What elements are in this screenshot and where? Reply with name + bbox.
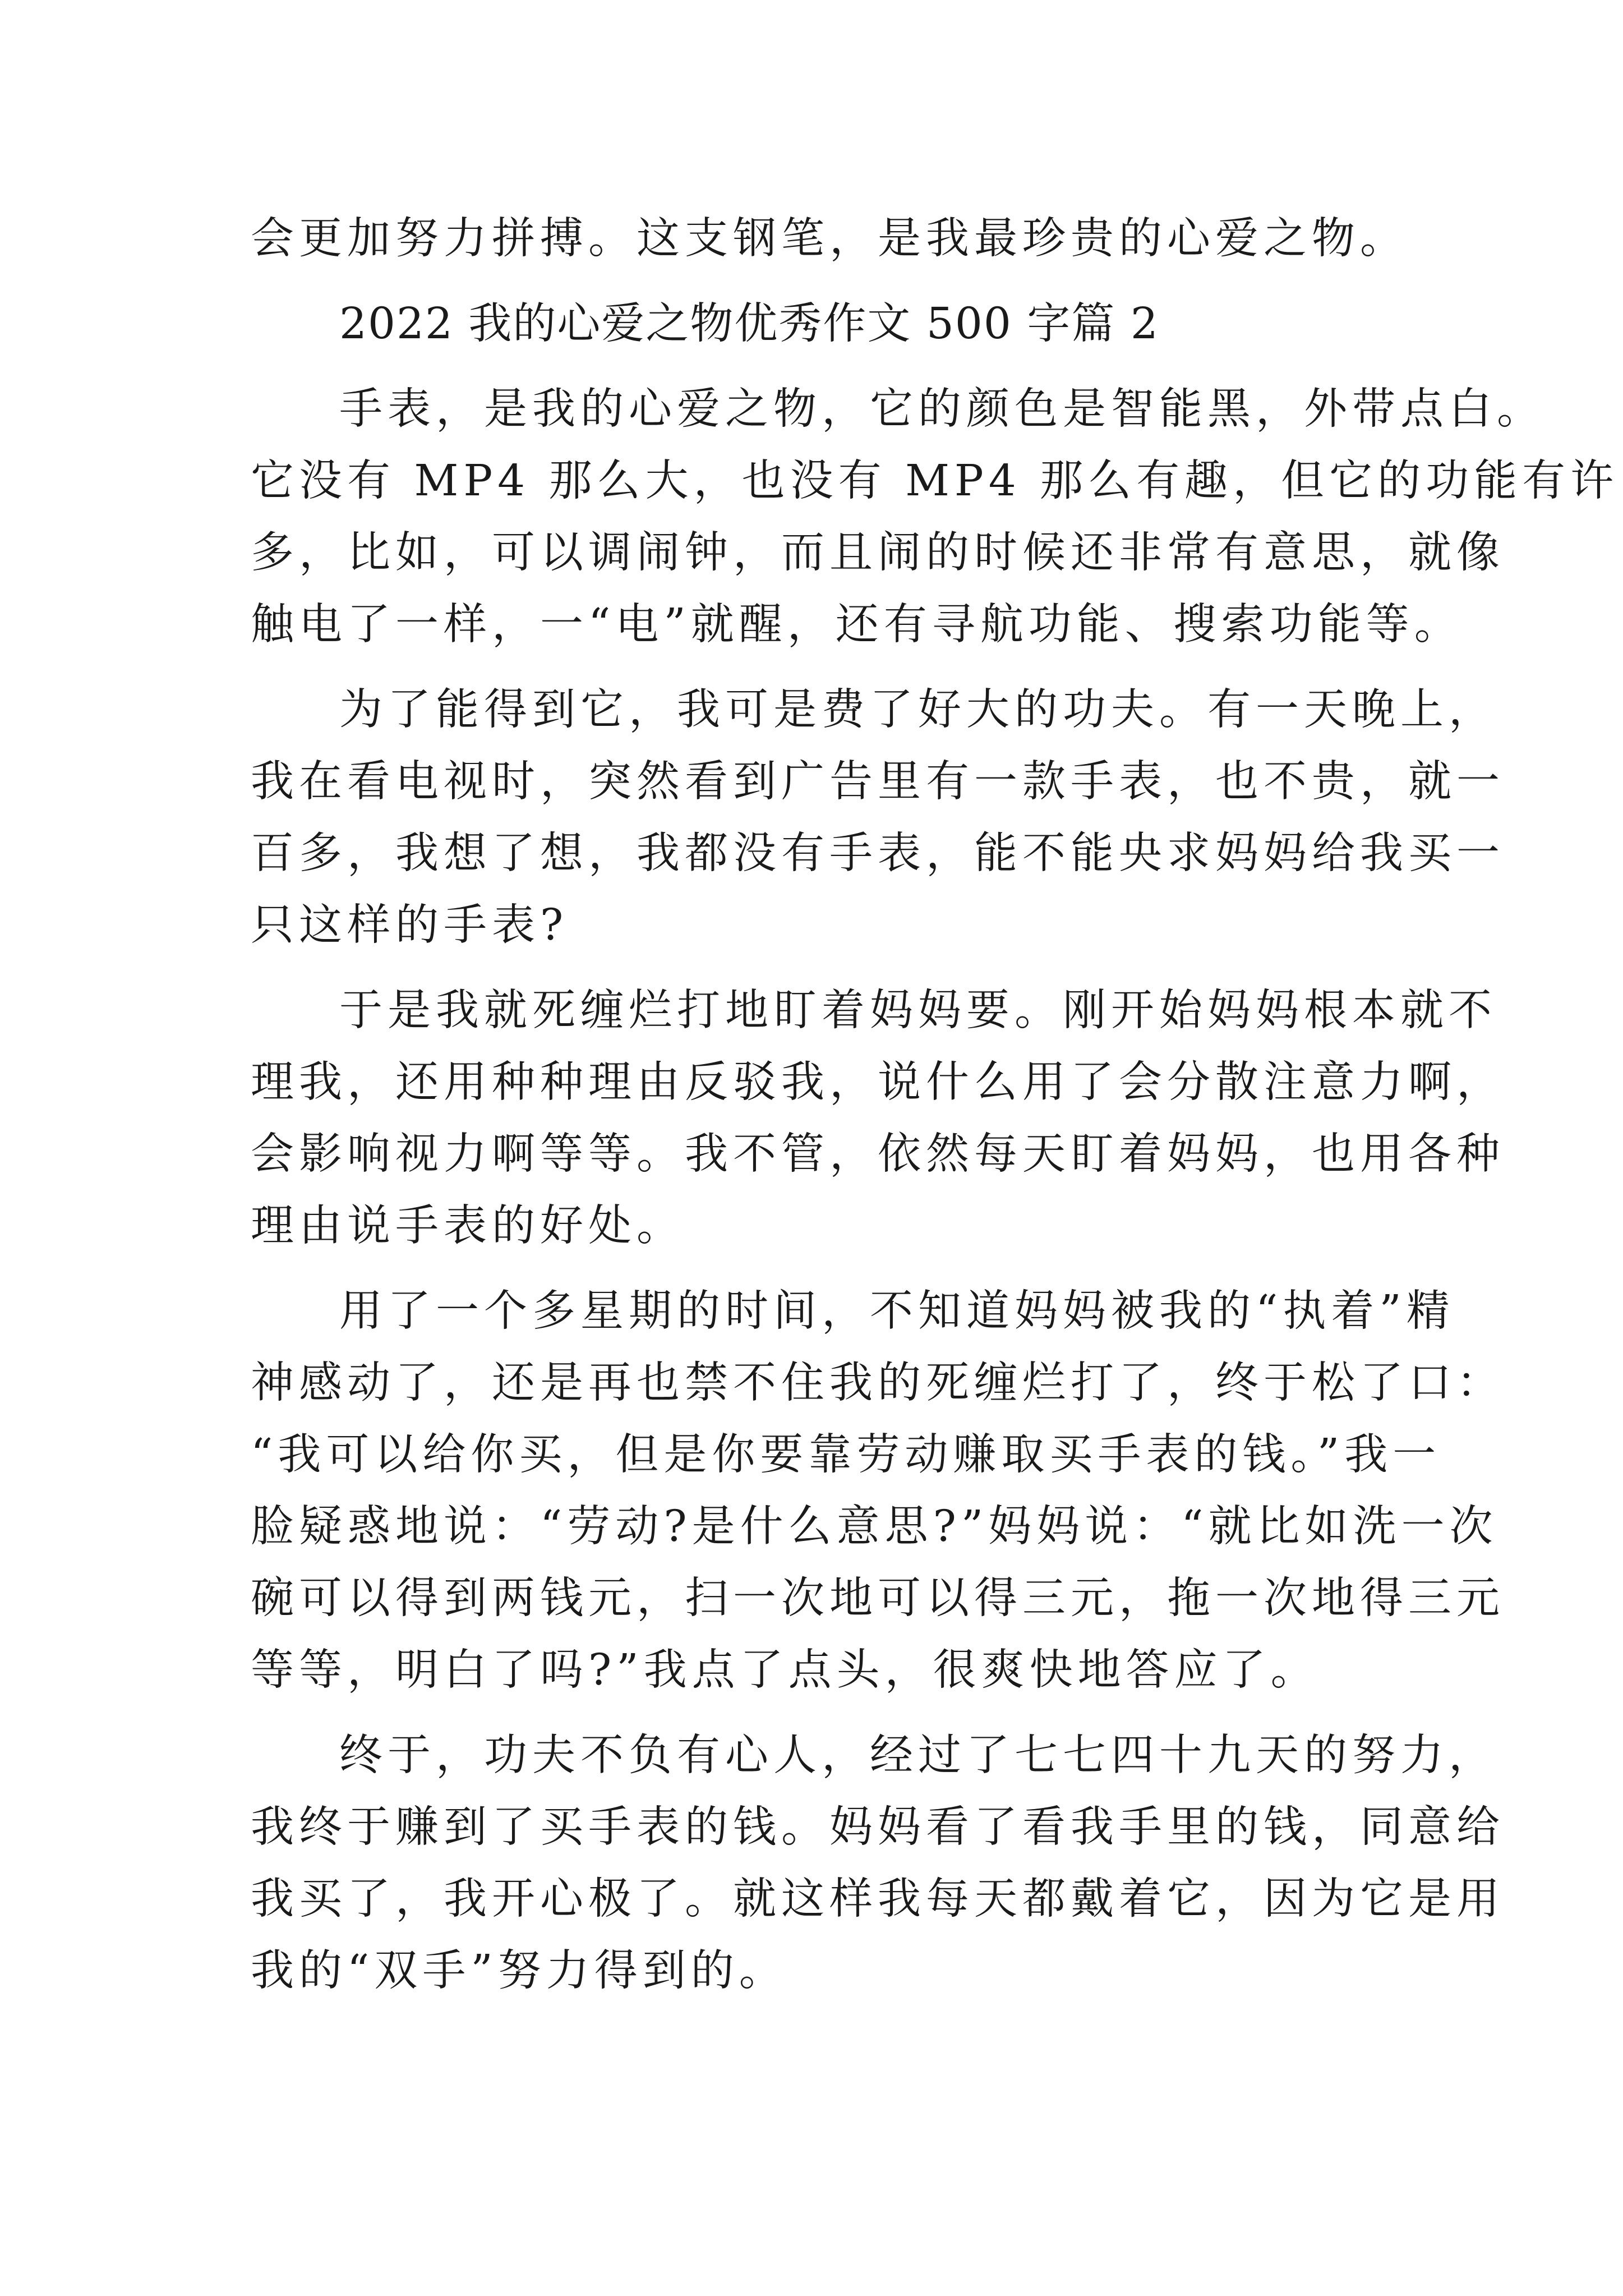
text-line: 百多，我想了想，我都没有手表，能不能央求妈妈给我买一 bbox=[251, 829, 1505, 878]
text-line: 我在看电视时，突然看到广告里有一款手表，也不贵，就一 bbox=[251, 757, 1505, 807]
text-line: 理由说手表的好处。 bbox=[251, 1201, 685, 1251]
document-body bbox=[251, 203, 1619, 2007]
section-heading bbox=[251, 288, 1378, 360]
text-line: 碗可以得到两钱元，扫一次地可以得三元，拖一次地得三元 bbox=[251, 1573, 1505, 1623]
heading-text: 2022 我的心爱之物优秀作文 500 字篇 2 bbox=[339, 299, 1159, 349]
text-line: 神感动了，还是再也禁不住我的死缠烂打了，终于松了口： bbox=[251, 1358, 1505, 1408]
text-line: 手表，是我的心爱之物，它的颜色是智能黑，外带点白。 bbox=[339, 384, 1545, 434]
text-line: 只这样的手表? bbox=[251, 900, 569, 950]
text-line: 它没有 MP4 那么大，也没有 MP4 那么有趣，但它的功能有许 bbox=[251, 456, 1619, 506]
text-line: 我买了，我开心极了。就这样我每天都戴着它，因为它是用 bbox=[251, 1874, 1505, 1924]
text-line: 用了一个多星期的时间，不知道妈妈被我的“执着”精 bbox=[339, 1286, 1455, 1336]
paragraph bbox=[251, 975, 1505, 1262]
paragraph bbox=[251, 203, 1408, 275]
text-line: 我的“双手”努力得到的。 bbox=[251, 1946, 787, 1996]
paragraph bbox=[251, 1720, 1505, 2007]
text-line: 会更加努力拼搏。这支钢笔，是我最珍贵的心爱之物。 bbox=[251, 214, 1408, 264]
text-line: 等等，明白了吗?”我点了点头，很爽快地答应了。 bbox=[251, 1645, 1319, 1695]
text-line: 我终于赚到了买手表的钱。妈妈看了看我手里的钱，同意给 bbox=[251, 1802, 1505, 1852]
text-line: 为了能得到它，我可是费了好大的功夫。有一天晚上， bbox=[339, 685, 1497, 735]
text-line: 终于，功夫不负有心人，经过了七七四十九天的努力， bbox=[339, 1731, 1497, 1780]
paragraph bbox=[251, 374, 1619, 661]
text-line: “我可以给你买，但是你要靠劳动赚取买手表的钱。”我一 bbox=[251, 1430, 1441, 1480]
text-line: 于是我就死缠烂打地盯着妈妈要。刚开始妈妈根本就不 bbox=[339, 986, 1497, 1036]
text-line: 触电了一样，一“电”就醒，还有寻航功能、搜索功能等。 bbox=[251, 600, 1463, 650]
text-line: 多，比如，可以调闹钟，而且闹的时候还非常有意思，就像 bbox=[251, 528, 1505, 578]
paragraph bbox=[251, 674, 1505, 961]
text-line: 理我，还用种种理由反驳我，说什么用了会分散注意力啊， bbox=[251, 1057, 1505, 1107]
text-line: 会影响视力啊等等。我不管，依然每天盯着妈妈，也用各种 bbox=[251, 1129, 1505, 1179]
text-line: 脸疑惑地说：“劳动?是什么意思?”妈妈说：“就比如洗一次 bbox=[251, 1502, 1498, 1552]
paragraph bbox=[251, 1276, 1505, 1706]
